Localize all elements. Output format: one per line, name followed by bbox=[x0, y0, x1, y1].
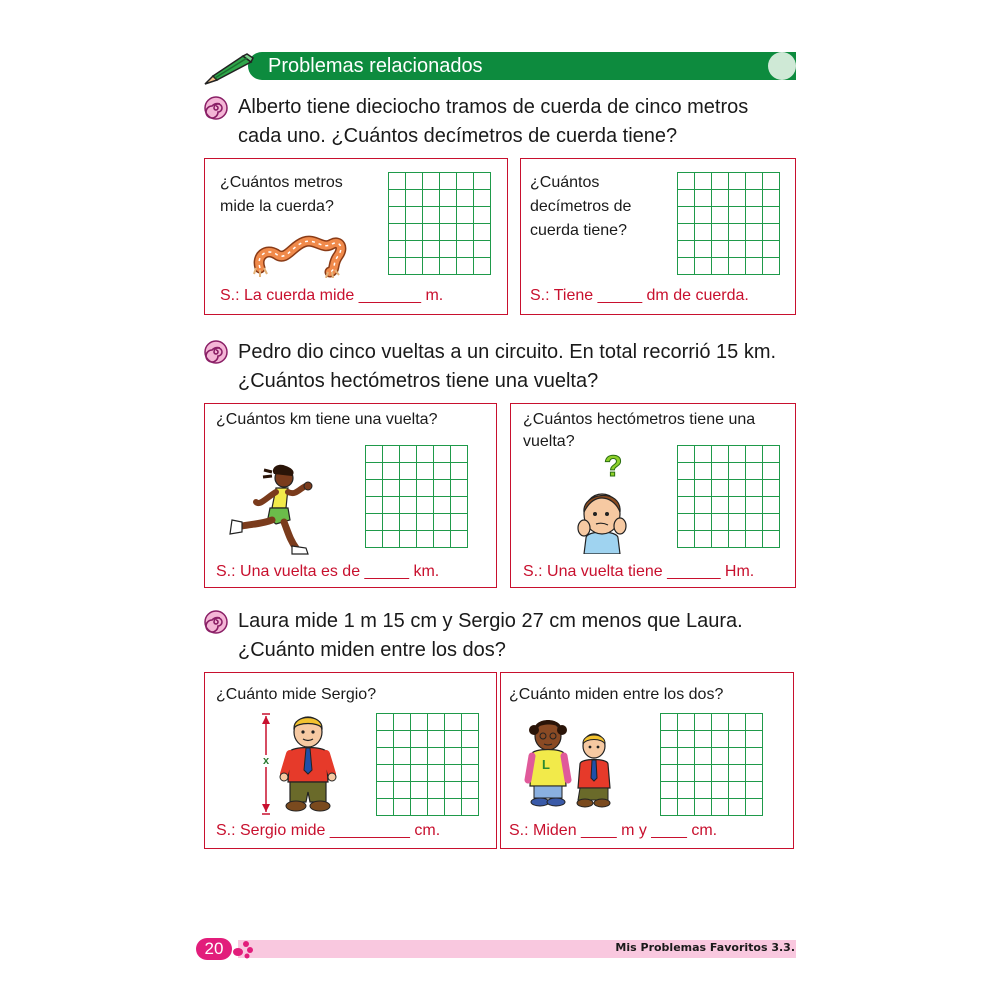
answer-line: S.: Sergio mide _________ cm. bbox=[216, 822, 441, 839]
answer-line: S.: Una vuelta es de _____ km. bbox=[216, 563, 440, 580]
question-mark-icon: ? bbox=[604, 450, 623, 483]
working-grid[interactable] bbox=[365, 445, 468, 548]
question-line: ¿Cuántos metros bbox=[220, 174, 343, 191]
arrow-label: x bbox=[263, 755, 270, 767]
rope-illustration bbox=[252, 226, 348, 278]
working-grid[interactable] bbox=[376, 713, 479, 816]
answer-line: S.: Una vuelta tiene ______ Hm. bbox=[523, 563, 755, 580]
spiral-bullet-icon bbox=[204, 340, 228, 364]
problem-2-line-1: Pedro dio cinco vueltas a un circuito. En total recorrió 15 km. bbox=[238, 341, 777, 363]
header-end-circle bbox=[768, 52, 796, 80]
girl-and-boy-illustration bbox=[522, 716, 622, 808]
question-line: ¿Cuántos hectómetros tiene una bbox=[523, 411, 756, 428]
working-grid[interactable] bbox=[388, 172, 491, 275]
question-line: cuerda tiene? bbox=[530, 222, 627, 239]
page-number: 20 bbox=[196, 938, 232, 960]
question-line: ¿Cuántos bbox=[530, 174, 600, 191]
answer-line: S.: Miden ____ m y ____ cm. bbox=[509, 822, 718, 839]
section-title: Problemas relacionados bbox=[268, 55, 483, 77]
answer-line: S.: La cuerda mide _______ m. bbox=[220, 287, 444, 304]
problem-2-line-2: ¿Cuántos hectómetros tiene una vuelta? bbox=[238, 370, 599, 392]
question-line: vuelta? bbox=[523, 433, 575, 450]
spiral-bullet-icon bbox=[204, 610, 228, 634]
working-grid[interactable] bbox=[677, 445, 780, 548]
question-line: decímetros de bbox=[530, 198, 632, 215]
question-line: ¿Cuánto miden entre los dos? bbox=[509, 686, 724, 703]
answer-line: S.: Tiene _____ dm de cuerda. bbox=[530, 287, 749, 304]
paw-print-icon bbox=[232, 939, 254, 959]
spiral-bullet-icon bbox=[204, 96, 228, 120]
working-grid[interactable] bbox=[677, 172, 780, 275]
thinking-boy-illustration bbox=[572, 484, 632, 554]
working-grid[interactable] bbox=[660, 713, 763, 816]
problem-3-line-2: ¿Cuánto miden entre los dos? bbox=[238, 639, 506, 661]
problem-1-line-1: Alberto tiene dieciocho tramos de cuerda de cinco metros bbox=[238, 96, 749, 118]
problem-3-line-1: Laura mide 1 m 15 cm y Sergio 27 cm menos que Laura. bbox=[238, 610, 743, 632]
boy-illustration bbox=[276, 712, 340, 812]
shirt-letter: L bbox=[542, 757, 550, 772]
question-line: mide la cuerda? bbox=[220, 198, 334, 215]
book-title: Mis Problemas Favoritos 3.3. bbox=[615, 941, 795, 954]
question-line: ¿Cuántos km tiene una vuelta? bbox=[216, 411, 438, 428]
runner-illustration bbox=[226, 462, 320, 558]
problem-1-line-2: cada uno. ¿Cuántos decímetros de cuerda tiene? bbox=[238, 125, 678, 147]
question-line: ¿Cuánto mide Sergio? bbox=[216, 686, 377, 703]
pencil-icon bbox=[203, 52, 255, 86]
